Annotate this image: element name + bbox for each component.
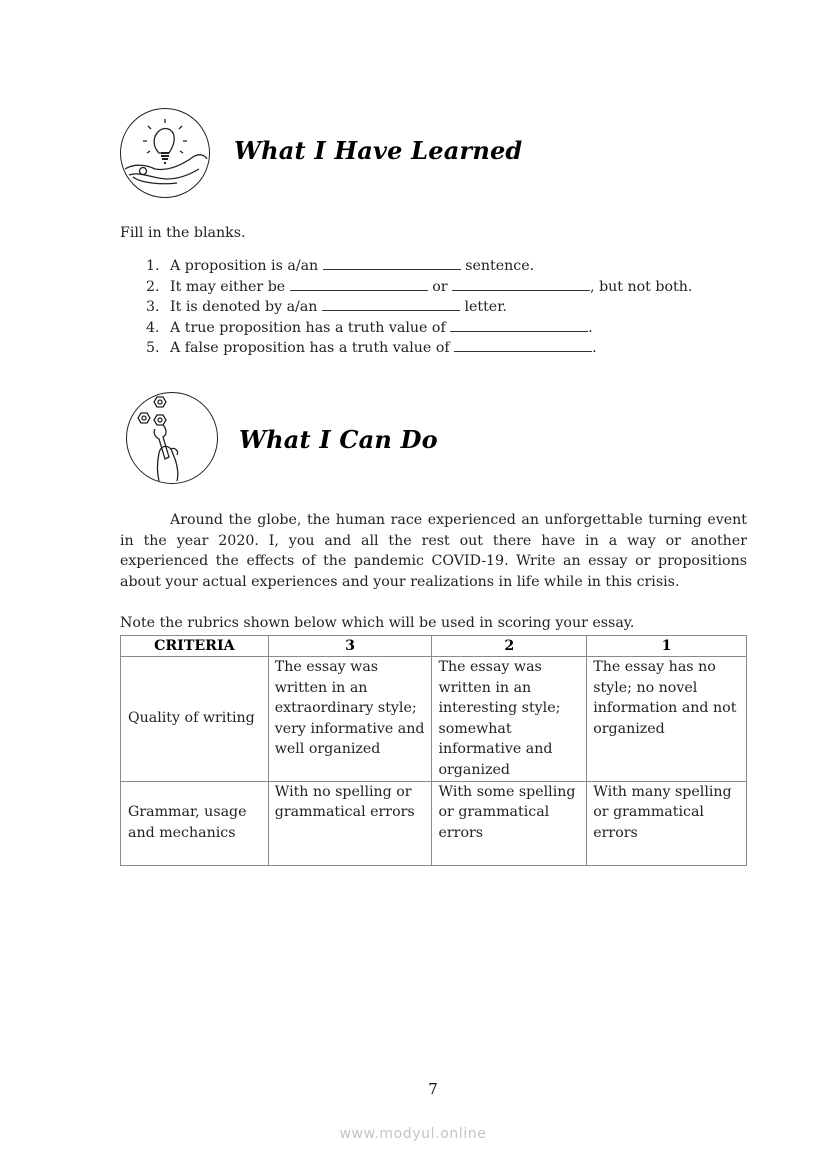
essay-prompt-paragraph: Around the globe, the human race experienced an unforgettable turning event in the year 2020. I, you and all the rest out there have in a way or another experienced the effects of the pandemic COVID-19. Write an essay or propositions about your actual experiences and your realizations in life while in this crisis.	[120, 512, 747, 590]
rubric-table	[120, 635, 747, 866]
list-item: 5. A false proposition has a truth value of .	[146, 337, 692, 358]
table-row	[121, 657, 747, 782]
table-header-row	[121, 636, 747, 657]
table-row	[121, 781, 747, 865]
criteria-cell: Grammar, usage and mechanics	[121, 781, 269, 865]
column-header-3: 3	[268, 636, 432, 657]
score-1-cell: The essay has no style; no novel information and not organized	[587, 657, 747, 782]
answer-blank[interactable]	[290, 276, 428, 291]
score-3-cell: With no spelling or grammatical errors	[268, 781, 432, 865]
score-2-cell: The essay was written in an interesting style; somewhat informative and organized	[432, 657, 587, 782]
list-item: 1. A proposition is a/an sentence.	[146, 255, 692, 276]
lightbulb-in-hand-icon	[120, 108, 210, 198]
answer-blank[interactable]	[322, 296, 460, 311]
rubric-note: Note the rubrics shown below which will be used in scoring your essay.	[120, 615, 635, 631]
score-2-cell: With some spelling or grammatical errors	[432, 781, 587, 865]
list-item: 4. A true proposition has a truth value of .	[146, 317, 692, 338]
answer-blank[interactable]	[323, 255, 461, 270]
answer-blank[interactable]	[452, 276, 590, 291]
list-item: 3. It is denoted by a/an letter.	[146, 296, 692, 317]
score-3-cell: The essay was written in an extraordinary style; very informative and well organized	[268, 657, 432, 782]
page-number: 7	[428, 1080, 438, 1098]
column-header-2: 2	[432, 636, 587, 657]
answer-blank[interactable]	[450, 317, 588, 332]
list-item: 2. It may either be or , but not both.	[146, 276, 692, 297]
score-1-cell: With many spelling or grammatical errors	[587, 781, 747, 865]
fill-in-blanks-list	[146, 255, 692, 358]
criteria-cell: Quality of writing	[121, 657, 269, 782]
answer-blank[interactable]	[454, 337, 592, 352]
hand-with-wrench-and-nuts-icon	[126, 392, 218, 484]
column-header-criteria: CRITERIA	[121, 636, 269, 657]
section-title-what-i-have-learned: What I Have Learned	[234, 136, 523, 165]
watermark: www.modyul.online	[339, 1126, 487, 1142]
column-header-1: 1	[587, 636, 747, 657]
instruction-text: Fill in the blanks.	[120, 225, 246, 241]
section-title-what-i-can-do: What I Can Do	[239, 425, 438, 454]
